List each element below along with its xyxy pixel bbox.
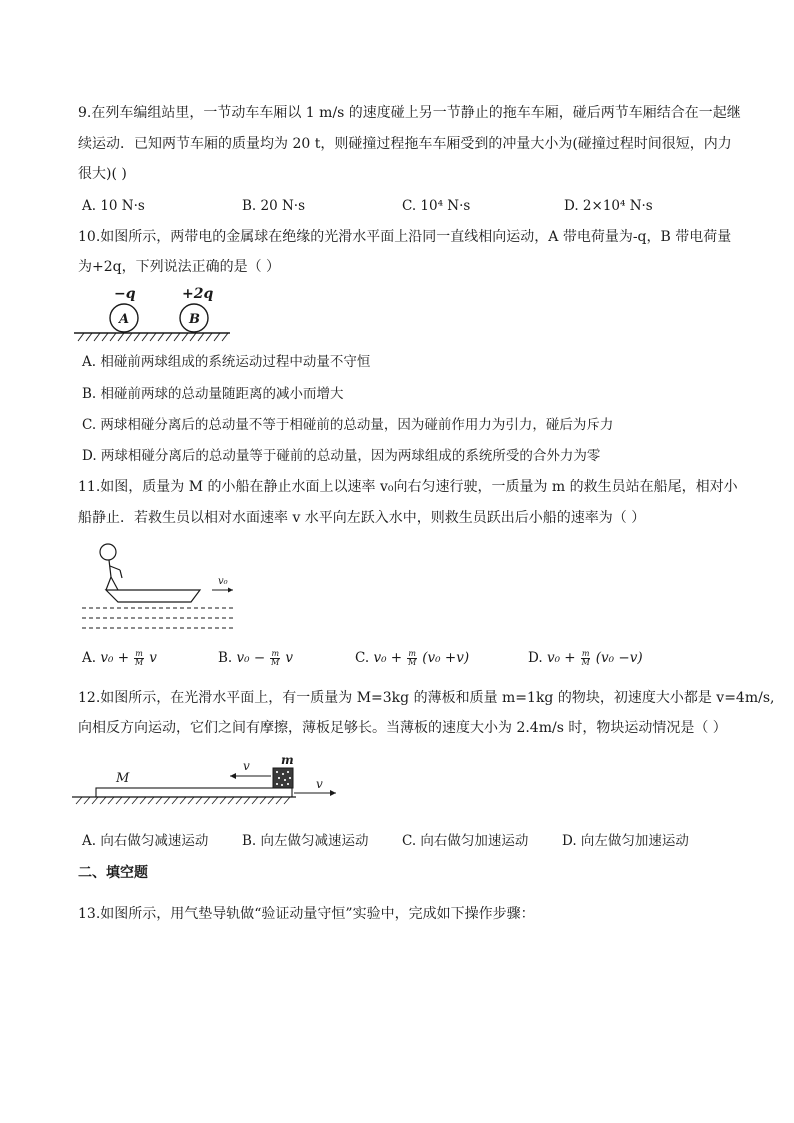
q12-plank-label: M <box>116 771 130 786</box>
q11-figure <box>78 540 243 635</box>
q11-option-b-tail: v <box>285 650 293 666</box>
q10-option-b[interactable]: B. 相碰前两球的总动量随距离的减小而增大 <box>82 386 344 402</box>
q11-option-a-prefix: A. <box>82 650 97 666</box>
q11-option-a[interactable] <box>82 648 157 668</box>
q11-option-a-tail: v <box>149 650 157 666</box>
q10-line-1: 10.如图所示，两带电的金属球在绝缘的光滑水平面上沿同一直线相向运动，A 带电荷量为-q，B 带电荷量 <box>78 229 732 245</box>
q11-option-c-frac-num: m <box>408 649 416 658</box>
q12-block-velocity-label: v <box>243 759 250 773</box>
q12-option-a[interactable]: A. 向右做匀减速运动 <box>82 833 209 849</box>
q12-line-2: 向相反方向运动，它们之间有摩擦，薄板足够长。当薄板的速度大小为 2.4m/s 时，物块运动情况是（ ） <box>78 720 727 736</box>
q10-line-2: 为+2q，下列说法正确的是（ ） <box>78 259 281 275</box>
q12-option-d[interactable]: D. 向左做匀加速运动 <box>562 833 689 849</box>
q10-charge-b: +2q <box>182 286 214 302</box>
q11-option-c[interactable] <box>355 648 469 668</box>
q11-line-1: 11.如图，质量为 M 的小船在静止水面上以速率 v₀向右匀速行驶，一质量为 m 的救生员站在船尾，相对小 <box>78 479 738 495</box>
q11-option-d-fraction <box>581 650 591 667</box>
q9-option-c[interactable]: C. 10⁴ N·s <box>402 198 471 214</box>
q11-velocity-label: v₀ <box>218 576 228 587</box>
q12-option-c[interactable]: C. 向右做匀加速运动 <box>402 833 529 849</box>
q11-option-d[interactable] <box>528 648 643 668</box>
q12-plank <box>96 788 292 797</box>
q11-rescuer-head <box>100 544 116 560</box>
q11-option-a-frac-num: m <box>135 649 143 658</box>
q11-option-b-v0: v₀ <box>236 650 250 666</box>
q11-option-c-op: + <box>390 650 403 666</box>
q11-rescuer-body <box>106 560 122 590</box>
q11-option-d-prefix: D. <box>528 650 543 666</box>
q12-line-1: 12.如图所示，在光滑水平面上，有一质量为 M=3kg 的薄板和质量 m=1kg 的物块，初速度大小都是 v=4m/s, <box>78 690 775 706</box>
q11-option-b[interactable] <box>218 648 293 668</box>
q11-option-c-tail: (v₀ +v) <box>422 650 470 666</box>
q11-option-d-v0: v₀ <box>546 650 560 666</box>
q11-option-b-frac-num: m <box>271 649 280 658</box>
q12-block-velocity-arrowhead <box>230 773 236 779</box>
q12-plank-velocity-label: v <box>316 777 323 791</box>
q12-block-label: m <box>281 753 294 767</box>
q9-option-a[interactable]: A. 10 N·s <box>82 198 145 214</box>
q12-option-b[interactable]: B. 向左做匀减速运动 <box>242 833 369 849</box>
q10-ground-hatch <box>78 333 228 341</box>
q11-option-b-op: − <box>253 650 266 666</box>
q9-line-2: 续运动．已知两节车厢的质量均为 20 t，则碰撞过程拖车车厢受到的冲量大小为(碰撞过程时间很短，内力 <box>78 136 732 152</box>
q10-option-d[interactable]: D. 两球相碰分离后的总动量等于碰前的总动量，因为两球组成的系统所受的合外力为零 <box>82 448 601 464</box>
section-heading: 二、填空题 <box>78 865 148 881</box>
q11-option-d-frac-num: m <box>581 649 590 658</box>
q9-option-d[interactable]: D. 2×10⁴ N·s <box>564 198 653 214</box>
q11-option-c-fraction <box>407 650 417 667</box>
q11-option-d-tail: (v₀ −v) <box>595 650 643 666</box>
q12-ground-hatch <box>76 797 290 804</box>
q11-line-2: 船静止．若救生员以相对水面速率 v 水平向左跃入水中，则救生员跃出后小船的速率为（ ） <box>78 510 646 526</box>
q12-figure <box>70 752 345 810</box>
q9-line-3: 很大)( ) <box>78 166 127 182</box>
q10-option-c[interactable]: C. 两球相碰分离后的总动量不等于相碰前的总动量，因为碰前作用力为引力，碰后为斥力 <box>82 417 614 433</box>
q11-option-b-frac-den: M <box>271 658 280 667</box>
q10-option-a[interactable]: A. 相碰前两球组成的系统运动过程中动量不守恒 <box>82 354 371 370</box>
q11-option-b-fraction <box>270 650 280 667</box>
q10-ball-b-label: B <box>189 312 200 327</box>
q11-option-c-prefix: C. <box>355 650 370 666</box>
q11-option-a-v0: v₀ <box>100 650 114 666</box>
q11-velocity-arrowhead <box>228 588 233 593</box>
q11-option-b-prefix: B. <box>218 650 233 666</box>
q11-water-lines <box>82 608 236 628</box>
q11-option-a-op: + <box>117 650 129 666</box>
q13-line-1: 13.如图所示，用气垫导轨做“验证动量守恒”实验中，完成如下操作步骤： <box>78 906 535 922</box>
q11-option-d-op: + <box>564 650 576 666</box>
q11-option-d-frac-den: M <box>581 658 590 667</box>
q9-option-b[interactable]: B. 20 N·s <box>242 198 306 214</box>
q12-plank-velocity-arrowhead <box>330 790 336 796</box>
q9-line-1: 9.在列车编组站里，一节动车车厢以 1 m/s 的速度碰上另一节静止的拖车车厢，碰后两节车厢结合在一起继 <box>78 105 741 121</box>
q10-charge-a: −q <box>114 286 136 302</box>
q11-option-a-fraction <box>134 650 144 667</box>
q10-ball-a-label: A <box>119 312 130 327</box>
q11-option-c-v0: v₀ <box>373 650 387 666</box>
q11-option-c-frac-den: M <box>408 658 417 667</box>
q11-option-a-frac-den: M <box>134 658 144 667</box>
q10-figure <box>70 282 235 347</box>
q11-boat <box>106 590 200 602</box>
